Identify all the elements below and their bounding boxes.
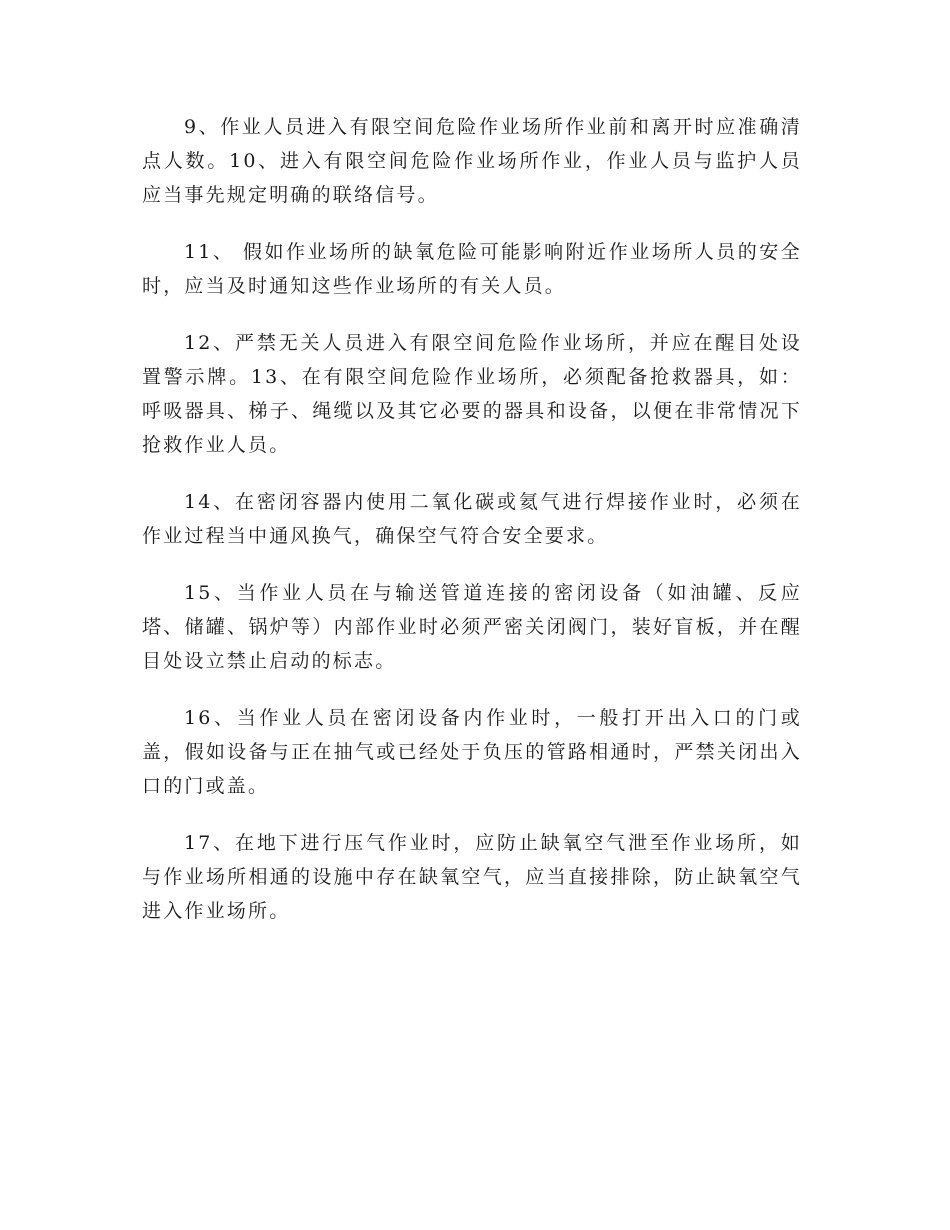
paragraph-11: 11、 假如作业场所的缺氧危险可能影响附近作业场所人员的安全时，应当及时通知这些作业场所的有关人员。 — [142, 241, 802, 297]
paragraph-9-10: 9、作业人员进入有限空间危险作业场所作业前和离开时应准确清点人数。10、进入有限空间危险作业场所作业，作业人员与监护人员应当事先规定明确的联络信号。 — [142, 116, 802, 206]
paragraph-17: 17、在地下进行压气作业时，应防止缺氧空气泄至作业场所，如与作业场所相通的设施中存在缺氧空气，应当直接排除，防止缺氧空气进入作业场所。 — [142, 832, 802, 922]
paragraph-14: 14、在密闭容器内使用二氧化碳或氦气进行焊接作业时，必须在作业过程当中通风换气，确保空气符合安全要求。 — [142, 491, 802, 547]
paragraph-15: 15、当作业人员在与输送管道连接的密闭设备（如油罐、反应塔、储罐、锅炉等）内部作业时必须严密关闭阀门，装好盲板，并在醒目处设立禁止启动的标志。 — [142, 582, 802, 672]
paragraph-16: 16、当作业人员在密闭设备内作业时，一般打开出入口的门或盖，假如设备与正在抽气或已经处于负压的管路相通时，严禁关闭出入口的门或盖。 — [142, 707, 802, 797]
paragraph-12-13: 12、严禁无关人员进入有限空间危险作业场所，并应在醒目处设置警示牌。13、在有限空间危险作业场所，必须配备抢救器具，如：呼吸器具、梯子、绳缆以及其它必要的器具和设备，以便在非常情况下抢救作业人员。 — [142, 332, 802, 456]
document-body — [142, 110, 802, 951]
